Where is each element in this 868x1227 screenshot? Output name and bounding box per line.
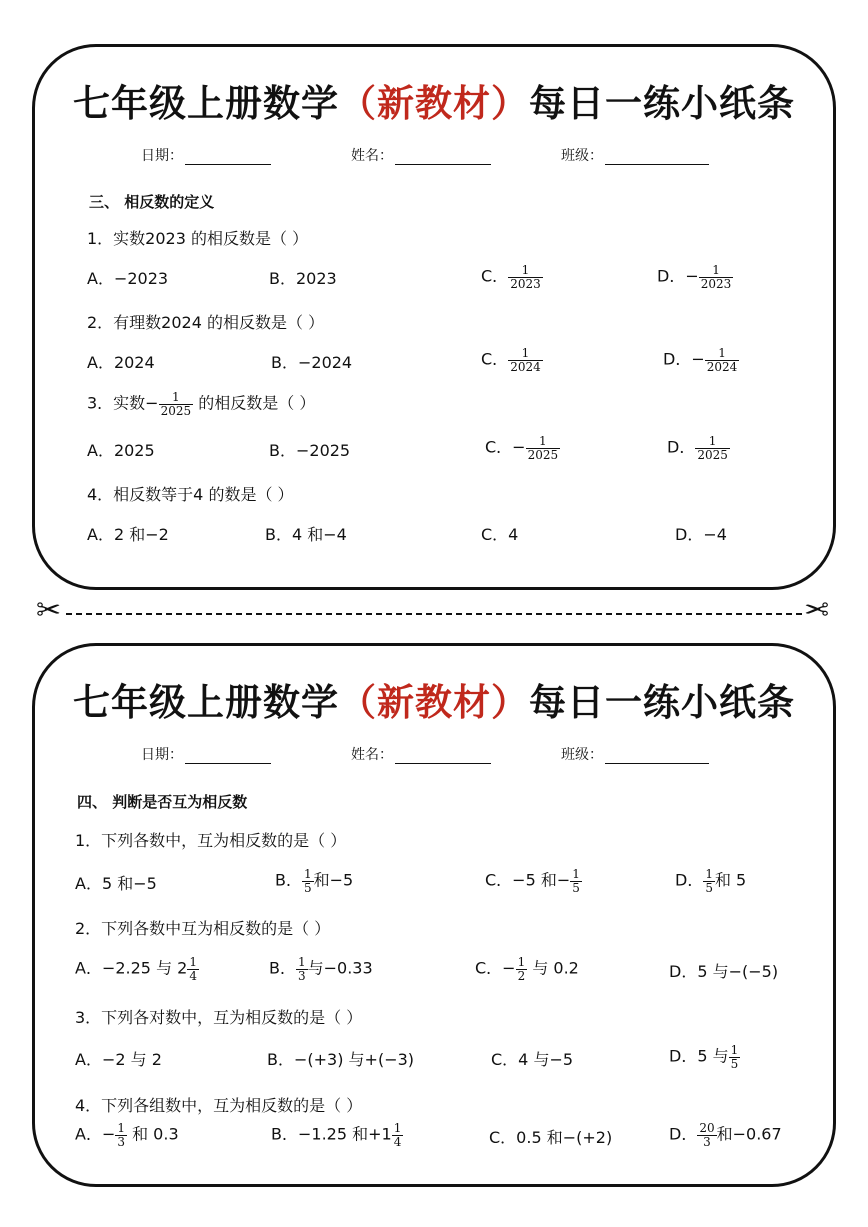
fraction: $\frac{1}{2025}$ xyxy=(527,434,559,462)
fraction: $\frac{1}{4}$ xyxy=(189,955,197,983)
option-c[interactable]: C．−5 和− $\frac{1}{5}$ xyxy=(485,867,580,895)
fraction: $\frac{1}{2025}$ xyxy=(697,434,728,462)
name-field[interactable]: 姓名： xyxy=(351,145,491,165)
name-field[interactable]: 姓名： xyxy=(351,744,491,764)
title-highlight: （新教材） xyxy=(339,81,529,125)
class-blank[interactable] xyxy=(605,149,709,165)
option-c[interactable]: C． $\frac{1}{2023}$ xyxy=(481,263,541,291)
question-4: 4．下列各组数中，互为相反数的是（ ） xyxy=(75,1096,363,1115)
fraction: $\frac{20}{3}$ xyxy=(699,1121,715,1149)
option-b[interactable]: B．−2025 xyxy=(269,441,351,460)
question-2: 2．有理数2024 的相反数是（ ） xyxy=(87,313,325,332)
question-4: 4．相反数等于4 的数是（ ） xyxy=(87,485,294,504)
option-b[interactable]: B．2023 xyxy=(269,269,337,288)
option-c[interactable]: C．4 xyxy=(481,525,519,544)
question-3: 3．下列各对数中，互为相反数的是（ ） xyxy=(75,1008,363,1027)
question-1: 1．下列各数中，互为相反数的是（ ） xyxy=(75,831,347,850)
scissors-right-icon: ✂ xyxy=(804,593,830,628)
worksheet-card-1 xyxy=(32,44,836,590)
option-d[interactable]: D．5 与 $\frac{1}{5}$ xyxy=(669,1043,739,1071)
option-c[interactable]: C．4 与−5 xyxy=(491,1050,574,1069)
option-b[interactable]: B． $\frac{1}{5}$ 和−5 xyxy=(275,867,354,895)
date-field[interactable]: 日期： xyxy=(141,744,271,764)
option-c[interactable]: C．− $\frac{1}{2}$ 与 0.2 xyxy=(475,955,579,983)
option-a[interactable]: A．− $\frac{1}{3}$ 和 0.3 xyxy=(75,1121,179,1149)
option-d[interactable]: D．− $\frac{1}{2024}$ xyxy=(663,346,738,374)
fraction: $\frac{1}{2023}$ xyxy=(510,263,541,291)
title-highlight: （新教材） xyxy=(339,680,529,724)
class-blank[interactable] xyxy=(605,748,709,764)
class-field[interactable]: 班级： xyxy=(561,145,709,165)
fraction: $\frac{1}{5}$ xyxy=(572,867,580,895)
fraction: $\frac{1}{2024}$ xyxy=(510,346,541,374)
option-d[interactable]: D． $\frac{20}{3}$ 和−0.67 xyxy=(669,1121,782,1149)
date-blank[interactable] xyxy=(185,149,271,165)
option-c[interactable]: C．0.5 和−(+2) xyxy=(489,1128,613,1147)
name-blank[interactable] xyxy=(395,149,491,165)
question-3: 3．实数− $\frac{1}{2025}$ 的相反数是（ ） xyxy=(87,390,316,418)
class-field[interactable]: 班级： xyxy=(561,744,709,764)
option-a[interactable]: A．2024 xyxy=(87,353,155,372)
name-blank[interactable] xyxy=(395,748,491,764)
fraction: $\frac{1}{3}$ xyxy=(297,955,306,983)
fraction: $\frac{1}{5}$ xyxy=(303,867,312,895)
fraction: $\frac{1}{2023}$ xyxy=(700,263,732,291)
date-field[interactable]: 日期： xyxy=(141,145,271,165)
question-1: 1．实数2023 的相反数是（ ） xyxy=(87,229,309,248)
fraction: $\frac{1}{2025}$ xyxy=(160,390,192,418)
dashed-cut-line xyxy=(66,613,802,615)
option-d[interactable]: D．− $\frac{1}{2023}$ xyxy=(657,263,732,291)
option-b[interactable]: B．4 和−4 xyxy=(265,525,347,544)
option-c[interactable]: C．− $\frac{1}{2025}$ xyxy=(485,434,559,462)
fraction: $\frac{1}{5}$ xyxy=(705,867,713,895)
option-d[interactable]: D．5 与−(−5) xyxy=(669,962,779,981)
question-2: 2．下列各数中互为相反数的是（ ） xyxy=(75,919,331,938)
option-d[interactable]: D． $\frac{1}{5}$ 和 5 xyxy=(675,867,747,895)
fraction: $\frac{1}{2024}$ xyxy=(706,346,738,374)
option-a[interactable]: A．−2023 xyxy=(87,269,169,288)
card2-title: 七年级上册数学（新教材）每日一练小纸条 xyxy=(73,680,795,724)
option-b[interactable]: B．−(+3) 与+(−3) xyxy=(267,1050,415,1069)
option-a[interactable]: A．−2 与 2 xyxy=(75,1050,162,1069)
fraction: $\frac{1}{5}$ xyxy=(730,1043,739,1071)
option-a[interactable]: A．2 和−2 xyxy=(87,525,169,544)
option-b[interactable]: B．−2024 xyxy=(271,353,353,372)
fraction: $\frac{1}{2}$ xyxy=(517,955,526,983)
section-heading: 三、 相反数的定义 xyxy=(89,193,215,211)
option-d[interactable]: D．−4 xyxy=(675,525,727,544)
option-b[interactable]: B． $\frac{1}{3}$ 与−0.33 xyxy=(269,955,373,983)
date-blank[interactable] xyxy=(185,748,271,764)
option-a[interactable]: A．5 和−5 xyxy=(75,874,157,893)
worksheet-card-2 xyxy=(32,643,836,1187)
option-a[interactable]: A．2025 xyxy=(87,441,155,460)
option-a[interactable]: A．−2.25 与 2 $\frac{1}{4}$ xyxy=(75,955,197,983)
option-d[interactable]: D． $\frac{1}{2025}$ xyxy=(667,434,728,462)
fraction: $\frac{1}{4}$ xyxy=(393,1121,402,1149)
scissors-left-icon: ✂ xyxy=(36,593,62,628)
fraction: $\frac{1}{3}$ xyxy=(117,1121,125,1149)
section-heading: 四、 判断是否互为相反数 xyxy=(77,793,248,811)
option-c[interactable]: C． $\frac{1}{2024}$ xyxy=(481,346,541,374)
card1-title: 七年级上册数学（新教材）每日一练小纸条 xyxy=(73,81,795,125)
option-b[interactable]: B．−1.25 和+1 $\frac{1}{4}$ xyxy=(271,1121,402,1149)
